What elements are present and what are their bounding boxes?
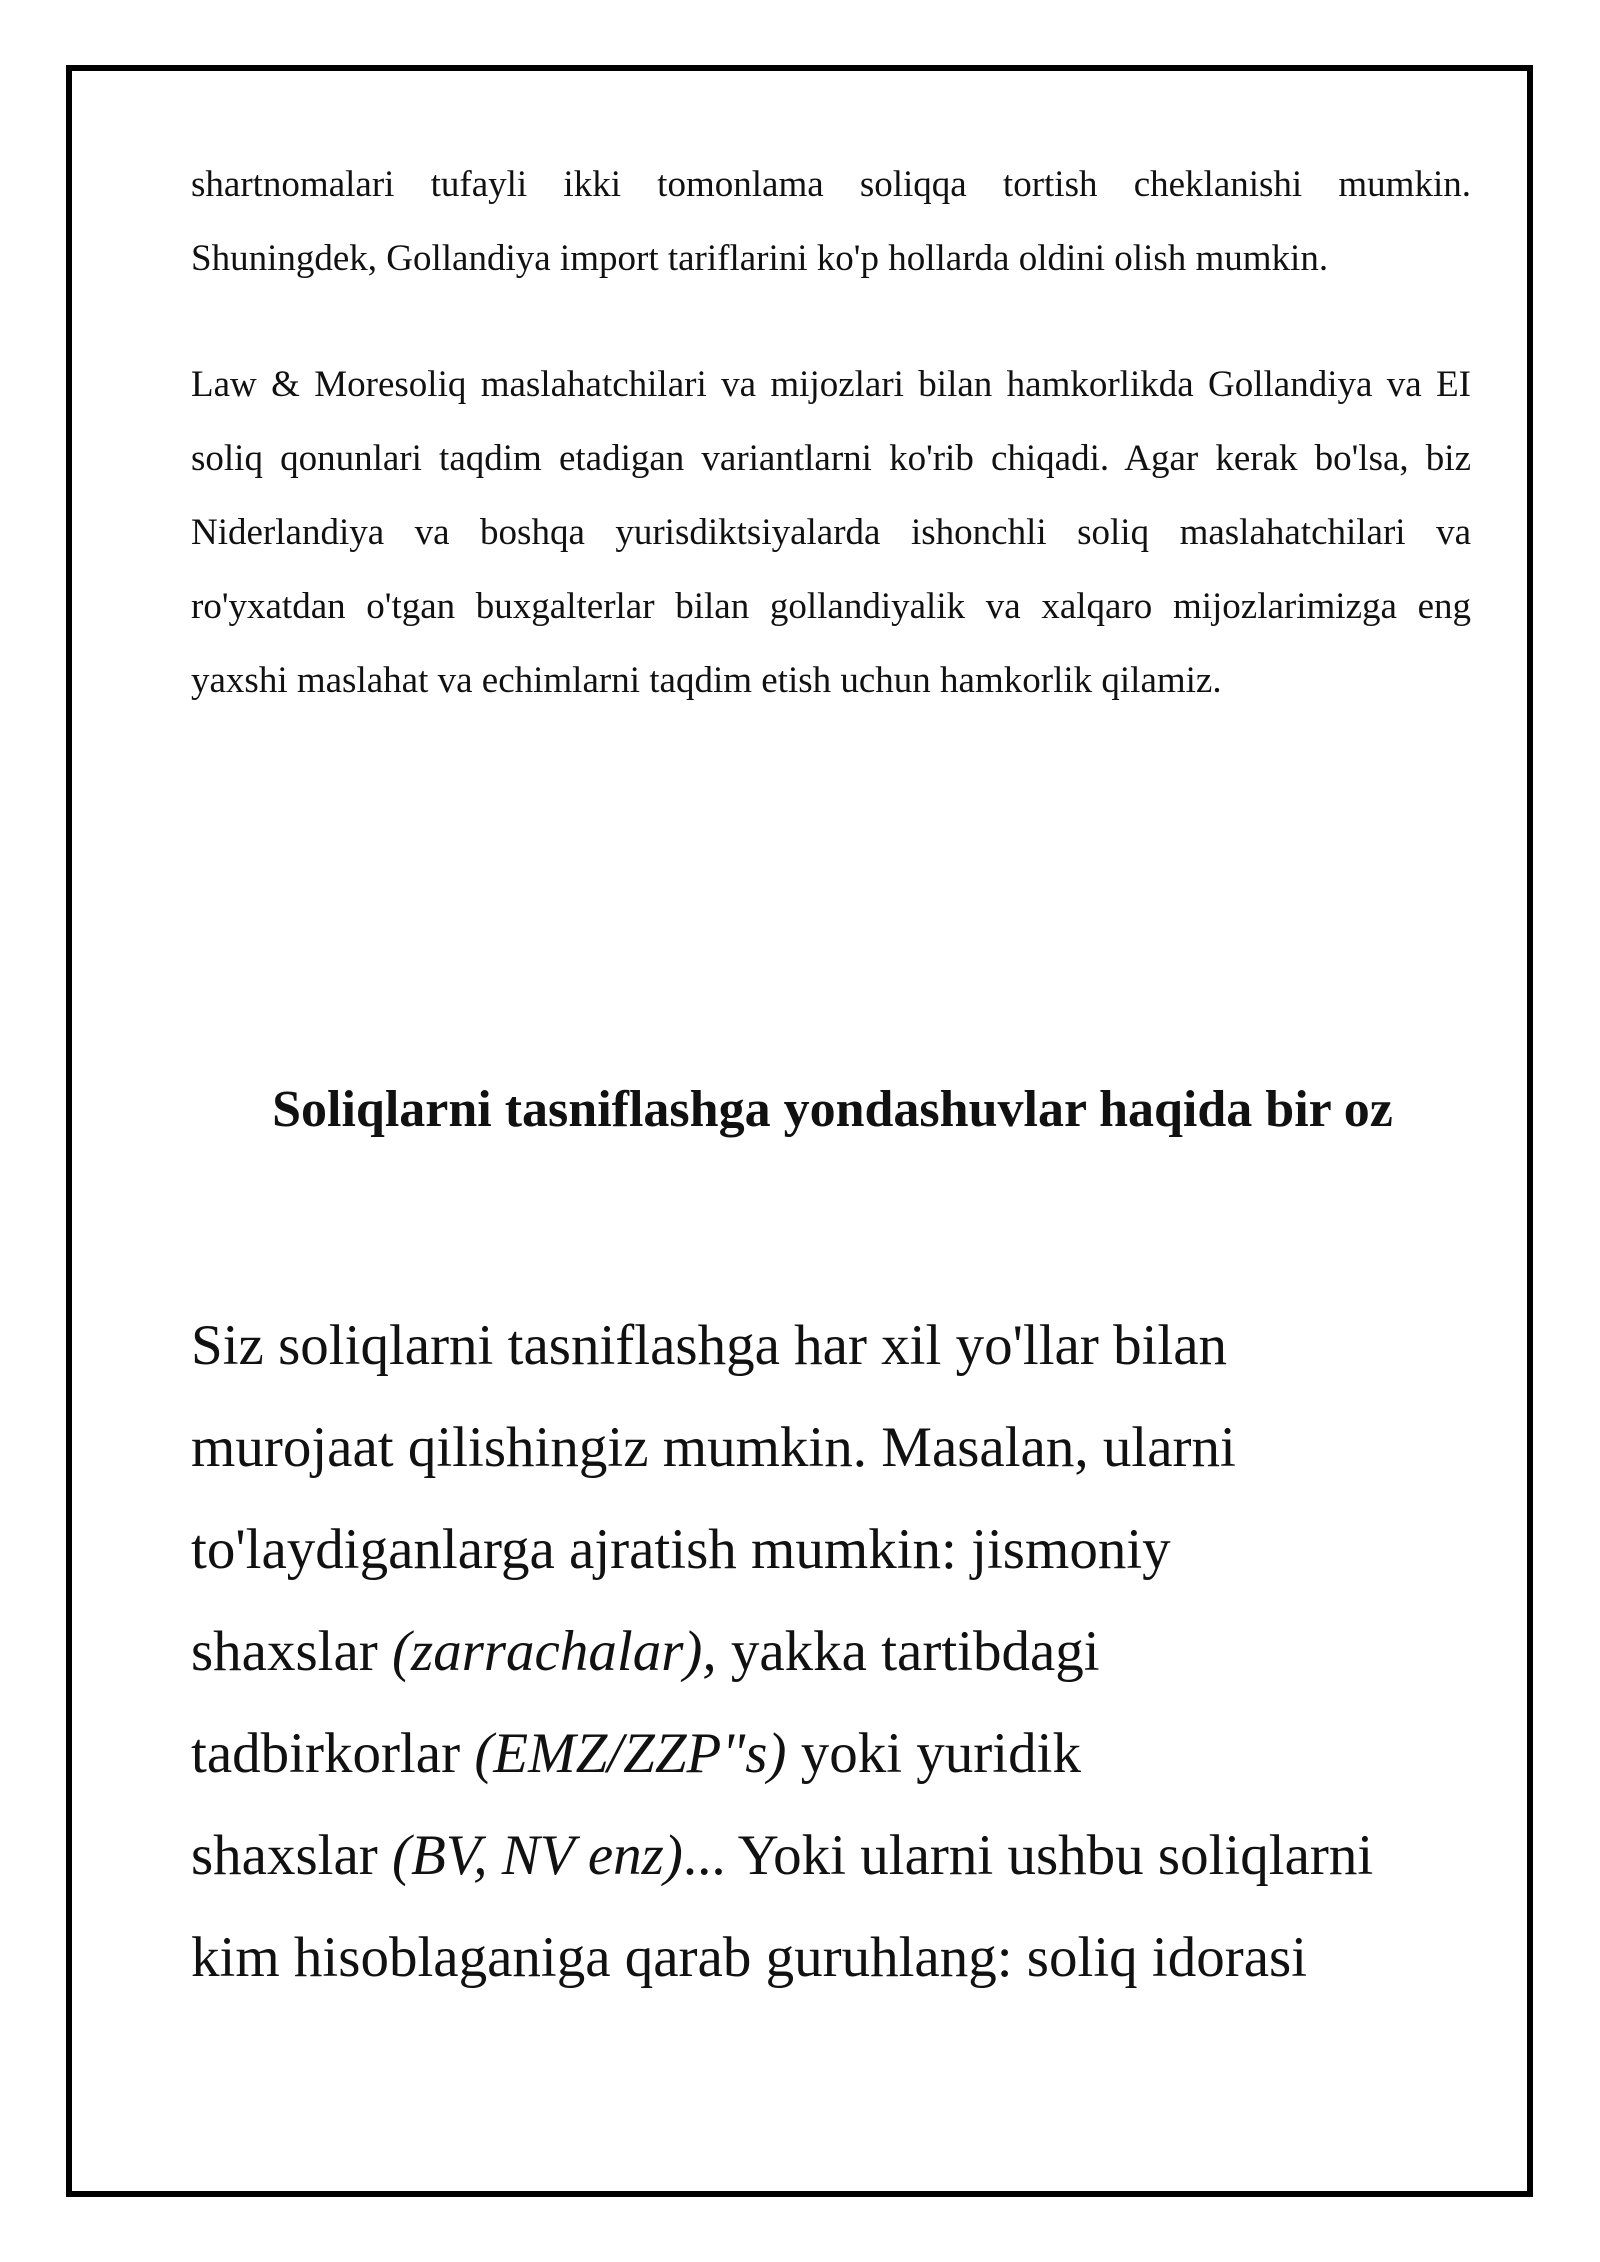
large-text-block <box>191 1295 1491 2009</box>
text-line: to'laydiganlarga ajratish mumkin: jismoniy <box>191 1518 1171 1581</box>
document-body <box>191 148 1471 718</box>
italic-term: (EMZ/ZZP"s) <box>474 1722 787 1785</box>
text-line: kim hisoblaganiga qarab guruhlang: soliq idorasi <box>191 1926 1308 1989</box>
text-segment: ... Yoki ularni ushbu soliqlarni <box>682 1824 1374 1887</box>
italic-term: (BV, NV enz) <box>392 1824 683 1887</box>
text-segment: tadbirkorlar <box>191 1722 475 1785</box>
paragraph-treaties: shartnomalari tufayli ikki tomonlama soliqqa tortish cheklanishi mumkin. Shuningdek, Gollandiya import tariflarini ko'p hollarda oldini olish mumkin. <box>191 164 1471 279</box>
text-segment: yakka tartibdagi <box>716 1620 1100 1683</box>
text-line <box>191 1805 1491 1907</box>
paragraph-law-more: Law & Moresoliq maslahatchilari va mijozlari bilan hamkorlikda Gollandiya va EI soliq qonunlari taqdim etadigan variantlarni ko'rib chiqadi. Agar kerak bo'lsa, biz Niderlandiya va boshqa yurisdiktsiyalarda ishonchli soliq maslahatchilari va ro'yxatdan o'tgan buxgalterlar bilan gollandiyalik va xalqaro mijozlarimizga eng yaxshi maslahat va echimlarni taqdim etish uchun hamkorlik qilamiz. <box>191 364 1471 701</box>
text-segment: yoki yuridik <box>786 1722 1081 1785</box>
text-segment: shaxslar <box>191 1620 393 1683</box>
text-line: Siz soliqlarni tasniflashga har xil yo'llar bilan <box>191 1314 1228 1377</box>
text-segment: shaxslar <box>191 1824 393 1887</box>
italic-term: (zarrachalar), <box>392 1620 717 1683</box>
text-line <box>191 1601 1491 1703</box>
text-line: murojaat qilishingiz mumkin. Masalan, ularni <box>191 1416 1236 1479</box>
text-line <box>191 1703 1491 1805</box>
section-heading: Soliqlarni tasniflashga yondashuvlar haqida bir oz <box>272 1081 1393 1138</box>
